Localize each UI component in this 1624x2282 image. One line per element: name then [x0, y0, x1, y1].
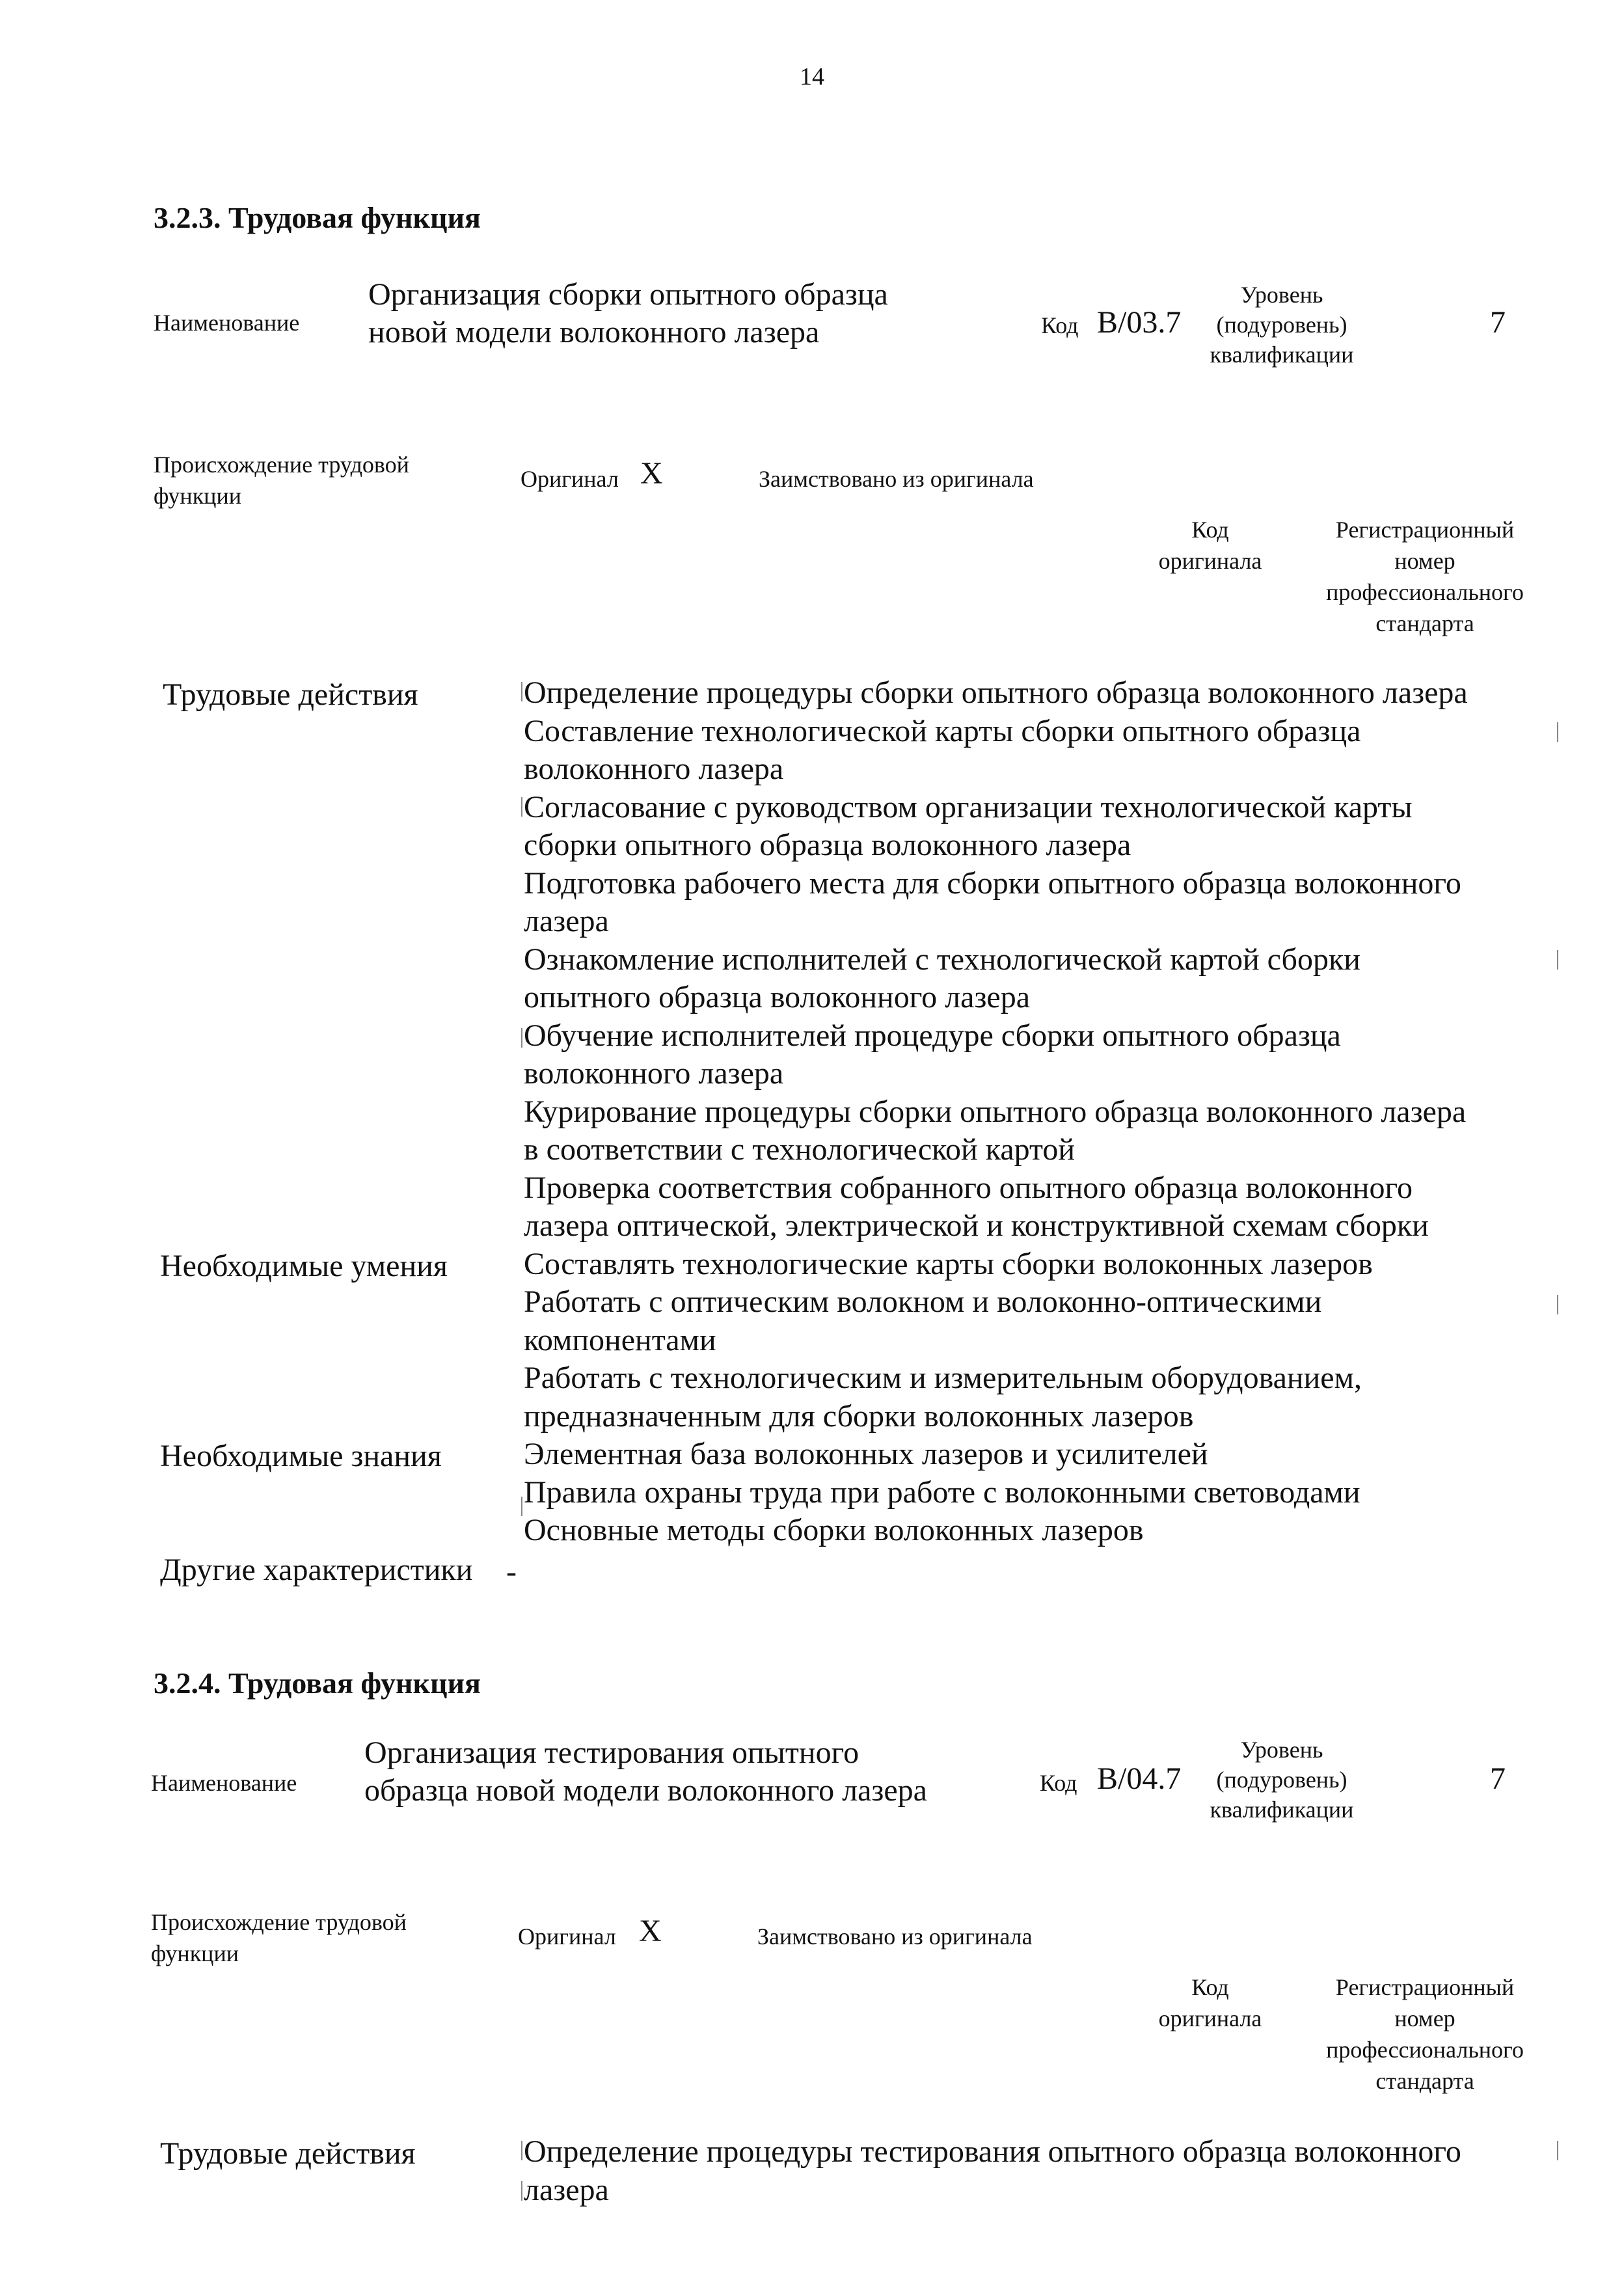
- description-line: Определение процедуры тестирования опытного образца волоконного: [524, 2134, 1461, 2169]
- cell-border-mark: [521, 2181, 522, 2201]
- level-label-line: квалификации: [1210, 342, 1354, 368]
- reg-number-label: [1295, 1972, 1555, 2097]
- description-line: Элементная база волоконных лазеров и усилителей: [524, 1437, 1208, 1471]
- level-label-line: Уровень: [1240, 1737, 1323, 1763]
- reg-number-line: номер: [1394, 2005, 1455, 2031]
- description-line: Правила охраны труда при работе с волоконными световодами: [524, 1474, 1360, 1510]
- cell-border-mark: [1557, 722, 1558, 742]
- other-characteristics-value: -: [506, 1555, 517, 1589]
- origin-label-line: функции: [151, 1940, 239, 1966]
- description-line: Курирование процедуры сборки опытного образца волоконного лазера: [524, 1094, 1467, 1129]
- original-label: Оригинал: [521, 466, 619, 492]
- original-mark: X: [640, 456, 663, 491]
- level-label-line: (подуровень): [1216, 312, 1347, 338]
- description-line: опытного образца волоконного лазера: [524, 980, 1031, 1014]
- description-line: лазера: [524, 2172, 609, 2207]
- borrowed-label: Заимствовано из оригинала: [759, 466, 1034, 492]
- description-line: Согласование с руководством организации технологической карты: [524, 789, 1413, 824]
- row-label-actions: Трудовые действия: [163, 677, 418, 712]
- description-line: предназначенным для сборки волоконных лазеров: [524, 1398, 1194, 1433]
- cell-border-mark: [521, 2141, 522, 2160]
- level-label-line: (подуровень): [1216, 1767, 1347, 1793]
- description-line: волоконного лазера: [524, 1056, 784, 1091]
- level-label: [1197, 1735, 1366, 1825]
- table2-description: [524, 2133, 1558, 2209]
- origin-label: [154, 449, 409, 511]
- cell-border-mark: [1557, 2141, 1558, 2160]
- origin-label: [151, 1907, 407, 1969]
- description-line: Основные методы сборки волоконных лазеров: [524, 1513, 1144, 1547]
- description-line: Подготовка рабочего места для сборки опытного образца волоконного: [524, 865, 1461, 901]
- code-label: Код: [1041, 312, 1079, 338]
- function-name-line: Организация тестирования опытного: [364, 1735, 859, 1770]
- name-label: Наименование: [154, 310, 300, 336]
- function-name-line: образца новой модели волоконного лазера: [364, 1773, 927, 1808]
- code-value: B/04.7: [1097, 1761, 1182, 1796]
- level-label: [1197, 280, 1366, 370]
- row-label-knowledge: Необходимые знания: [160, 1439, 442, 1473]
- reg-number-line: стандарта: [1375, 610, 1474, 636]
- borrowed-label: Заимствовано из оригинала: [757, 1923, 1033, 1949]
- origin-label-line: Происхождение трудовой: [151, 1909, 407, 1935]
- table1-description: [524, 674, 1558, 1550]
- code-original-label: [1119, 514, 1301, 577]
- function-name-line: Организация сборки опытного образца: [368, 277, 888, 312]
- row-label-skills: Необходимые умения: [160, 1249, 448, 1283]
- description-line: Определение процедуры сборки опытного образца волоконного лазера: [524, 675, 1468, 710]
- level-label-line: квалификации: [1210, 1797, 1354, 1823]
- description-line: Ознакомление исполнителей с технологической картой сборки: [524, 942, 1360, 977]
- function-name: [368, 276, 888, 351]
- level-value: 7: [1490, 1761, 1506, 1796]
- row-label-actions: Трудовые действия: [160, 2136, 416, 2171]
- description-line: волоконного лазера: [524, 752, 784, 786]
- description-line: Составление технологической карты сборки опытного образца: [524, 713, 1361, 748]
- page-number: 14: [800, 63, 824, 90]
- level-value: 7: [1490, 305, 1506, 340]
- function-name-line: новой модели волоконного лазера: [368, 315, 820, 349]
- reg-number-line: профессионального: [1326, 579, 1524, 605]
- description-line: Работать с оптическим волокном и волоконно-оптическими: [524, 1284, 1322, 1319]
- reg-number-line: стандарта: [1375, 2068, 1474, 2094]
- reg-number-line: Регистрационный: [1335, 1974, 1515, 2000]
- description-line: Проверка соответствия собранного опытного образца волоконного: [524, 1170, 1413, 1205]
- cell-border-mark: [1557, 950, 1558, 970]
- reg-number-line: профессионального: [1326, 2037, 1524, 2063]
- description-line: компонентами: [524, 1322, 716, 1357]
- row-label-other: Другие характеристики: [160, 1553, 473, 1587]
- description-line: в соответствии с технологической картой: [524, 1132, 1076, 1167]
- description-line: лазера: [524, 904, 609, 938]
- description-line: Работать с технологическим и измерительным оборудованием,: [524, 1361, 1362, 1395]
- reg-number-line: номер: [1394, 548, 1455, 574]
- cell-border-mark: [1557, 1295, 1558, 1314]
- function-name: [364, 1734, 927, 1810]
- section-heading-3-2-3: 3.2.3. Трудовая функция: [154, 201, 481, 234]
- description-line: Обучение исполнителей процедуре сборки опытного образца: [524, 1018, 1341, 1053]
- code-original-line: Код: [1191, 1974, 1229, 2000]
- code-original-label: [1119, 1972, 1301, 2034]
- code-original-line: Код: [1191, 517, 1229, 543]
- reg-number-label: [1295, 514, 1555, 639]
- description-line: лазера оптической, электрической и конструктивной схемам сборки: [524, 1208, 1429, 1243]
- origin-label-line: функции: [154, 483, 241, 509]
- section-heading-3-2-4: 3.2.4. Трудовая функция: [154, 1666, 481, 1700]
- cell-border-mark: [521, 797, 522, 817]
- original-mark: X: [639, 1914, 662, 1948]
- cell-border-mark: [521, 1028, 522, 1048]
- code-original-line: оригинала: [1158, 2005, 1262, 2031]
- description-line: Составлять технологические карты сборки волоконных лазеров: [524, 1246, 1373, 1281]
- level-label-line: Уровень: [1240, 282, 1323, 308]
- cell-border-mark: [521, 1497, 522, 1516]
- name-label: Наименование: [151, 1770, 297, 1796]
- code-original-line: оригинала: [1158, 548, 1262, 574]
- original-label: Оригинал: [518, 1923, 616, 1949]
- code-value: B/03.7: [1097, 305, 1182, 340]
- code-label: Код: [1040, 1770, 1077, 1796]
- origin-label-line: Происхождение трудовой: [154, 452, 409, 478]
- reg-number-line: Регистрационный: [1335, 517, 1515, 543]
- description-line: сборки опытного образца волоконного лазера: [524, 828, 1131, 862]
- cell-border-mark: [521, 682, 522, 701]
